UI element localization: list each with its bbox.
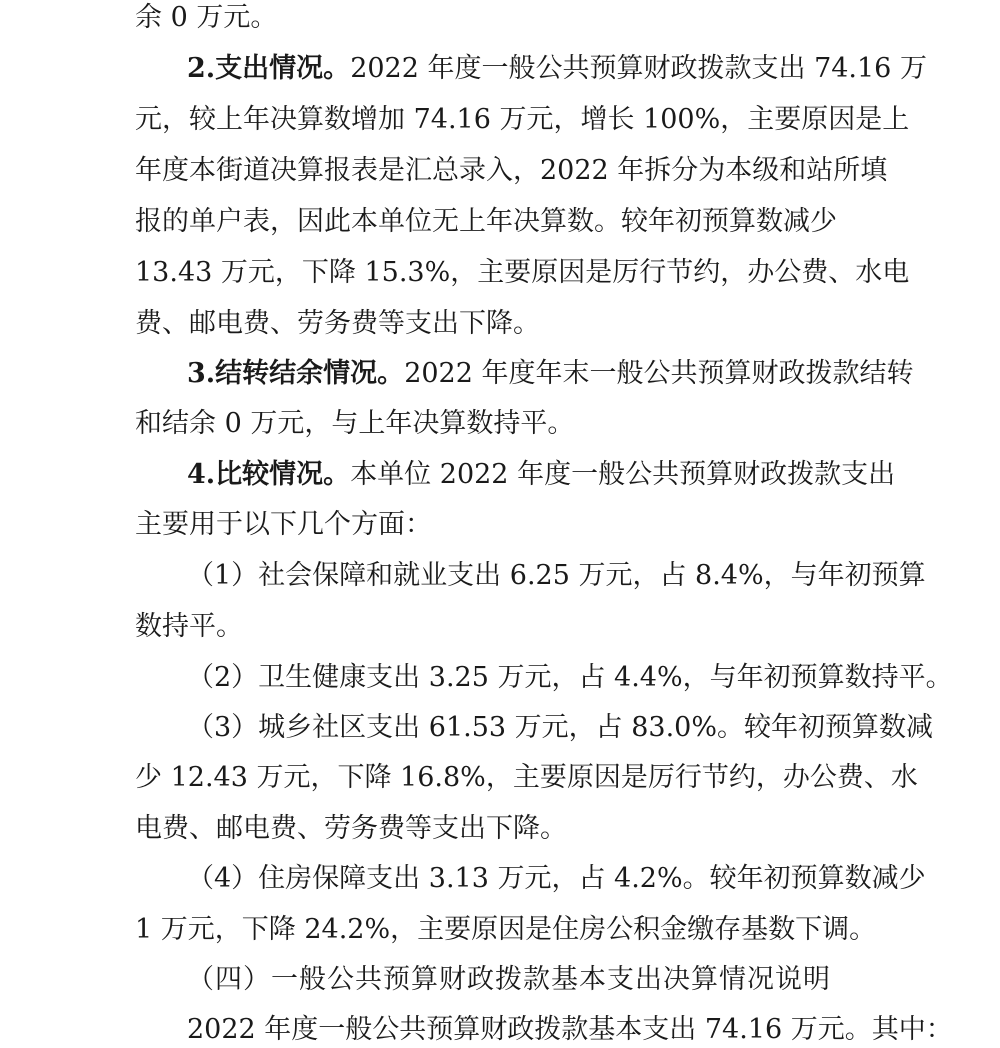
section-paragraph-start bbox=[187, 51, 927, 87]
heading-text: （四）一般公共预算财政拨款基本支出决算情况说明 bbox=[187, 964, 831, 995]
line-text: 13.43 万元，下降 15.3%，主要原因是厉行节约，办公费、水电 bbox=[135, 257, 910, 288]
text-line bbox=[135, 255, 909, 291]
line-text: （3）城乡社区支出 61.53 万元，占 83.0%。较年初预算数减 bbox=[187, 712, 933, 743]
text-line bbox=[135, 912, 876, 948]
line-text: 年度本街道决算报表是汇总录入，2022 年拆分为本级和站所填 bbox=[135, 155, 888, 186]
line-text: 和结余 0 万元，与上年决算数持平。 bbox=[135, 408, 575, 439]
text-line bbox=[135, 609, 243, 645]
list-item-health bbox=[187, 660, 953, 696]
list-item-housing bbox=[187, 861, 926, 897]
line-text: 数持平。 bbox=[135, 611, 243, 642]
line-text: 2022 年度一般公共预算财政拨款基本支出 74.16 万元。其中： bbox=[187, 1014, 953, 1045]
line-text: 元，较上年决算数增加 74.16 万元，增长 100%，主要原因是上 bbox=[135, 104, 910, 135]
line-text: 报的单户表，因此本单位无上年决算数。较年初预算数减少 bbox=[135, 206, 837, 237]
section-heading-expenditure: 2.支出情况。 bbox=[187, 53, 351, 84]
subsection-heading bbox=[187, 962, 831, 998]
section-heading-carryover: 3.结转结余情况。 bbox=[187, 358, 405, 389]
section-paragraph-start bbox=[187, 356, 913, 392]
text-line bbox=[135, 760, 918, 796]
section-heading-comparison: 4.比较情况。 bbox=[187, 459, 351, 490]
line-text: 电费、邮电费、劳务费等支出下降。 bbox=[135, 813, 567, 844]
text-line bbox=[135, 811, 567, 847]
list-item-community bbox=[187, 710, 933, 746]
section-paragraph-start bbox=[187, 457, 895, 493]
text-line bbox=[135, 306, 540, 342]
line-text: （1）社会保障和就业支出 6.25 万元，占 8.4%，与年初预算 bbox=[187, 560, 926, 591]
text-line bbox=[135, 102, 909, 138]
line-text: （4）住房保障支出 3.13 万元，占 4.2%。较年初预算数减少 bbox=[187, 863, 926, 894]
text-line bbox=[135, 204, 837, 240]
text-line bbox=[135, 0, 277, 36]
line-text: 费、邮电费、劳务费等支出下降。 bbox=[135, 308, 540, 339]
text-line bbox=[135, 507, 432, 543]
line-text: （2）卫生健康支出 3.25 万元，占 4.4%，与年初预算数持平。 bbox=[187, 662, 953, 693]
list-item-social-security bbox=[187, 558, 926, 594]
line-text: 少 12.43 万元，下降 16.8%，主要原因是厉行节约，办公费、水 bbox=[135, 762, 918, 793]
line-text: 2022 年度年末一般公共预算财政拨款结转 bbox=[404, 358, 914, 389]
line-text: 2022 年度一般公共预算财政拨款支出 74.16 万 bbox=[350, 53, 927, 84]
line-text: 主要用于以下几个方面： bbox=[135, 509, 432, 540]
text-line bbox=[135, 406, 574, 442]
text-line bbox=[135, 153, 887, 189]
line-text: 本单位 2022 年度一般公共预算财政拨款支出 bbox=[350, 459, 896, 490]
line-text: 1 万元，下降 24.2%，主要原因是住房公积金缴存基数下调。 bbox=[135, 914, 877, 945]
line-text: 余 0 万元。 bbox=[135, 2, 278, 33]
